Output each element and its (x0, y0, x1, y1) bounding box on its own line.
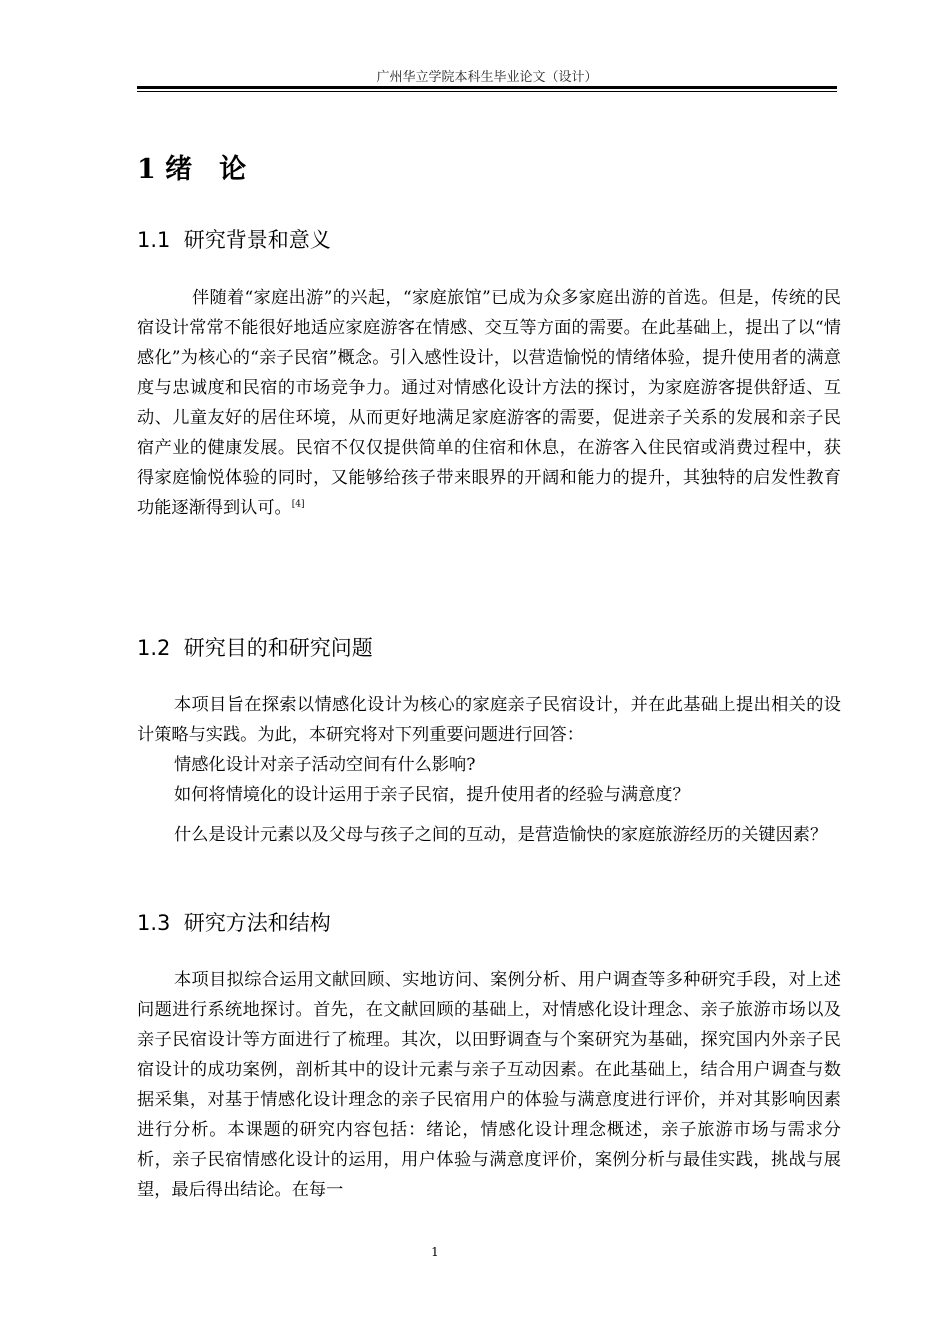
paragraph-purpose-intro: 本项目旨在探索以情感化设计为核心的家庭亲子民宿设计，并在此基础上提出相关的设计策略与实践。为此，本研究将对下列重要问题进行回答： (137, 695, 841, 745)
paragraph-methods: 本项目拟综合运用文献回顾、实地访问、案例分析、用户调查等多种研究手段，对上述问题进行系统地探讨。首先，在文献回顾的基础上，对情感化设计理念、亲子旅游市场以及亲子民宿设计等方面进行了梳理。其次，以田野调查与个案研究为基础，探究国内外亲子民宿设计的成功案例，剖析其中的设计元素与亲子互动因素。在此基础上，结合用户调查与数据采集，对基于情感化设计理念的亲子民宿用户的体验与满意度进行评价，并对其影响因素进行分析。本课题的研究内容包括：绪论，情感化设计理念概述，亲子旅游市场与需求分析，亲子民宿情感化设计的运用，用户体验与满意度评价，案例分析与最佳实践，挑战与展望，最后得出结论。在每一 (137, 970, 841, 1200)
research-question-1: 情感化设计对亲子活动空间有什么影响? (174, 755, 476, 775)
section-heading-1-2: 1.2 研究目的和研究问题 (137, 636, 373, 660)
page-number: 1 (431, 1245, 439, 1259)
research-question-3: 什么是设计元素以及父母与孩子之间的互动，是营造愉快的家庭旅游经历的关键因素？ (174, 825, 828, 845)
running-header: 广州华立学院本科生毕业论文（设计） (376, 70, 598, 85)
section-heading-1-1: 1.1 研究背景和意义 (137, 228, 331, 252)
chapter-title: 1 绪 论 (137, 154, 247, 185)
header-rule-thin (137, 91, 837, 92)
research-question-2: 如何将情境化的设计运用于亲子民宿，提升使用者的经验与满意度？ (174, 785, 690, 805)
paragraph-background-text: 伴随着“家庭出游”的兴起，“家庭旅馆”已成为众多家庭出游的首选。但是，传统的民宿设计常常不能很好地适应家庭游客在情感、交互等方面的需要。在此基础上，提出了以“情感化”为核心的“亲子民宿”概念。引入感性设计，以营造愉悦的情绪体验，提升使用者的满意度与忠诚度和民宿的市场竞争力。通过对情感化设计方法的探讨，为家庭游客提供舒适、互动、儿童友好的居住环境，从而更好地满足家庭游客的需要，促进亲子关系的发展和亲子民宿产业的健康发展。民宿不仅仅提供简单的住宿和休息，在游客入住民宿或消费过程中，获得家庭愉悦体验的同时，又能够给孩子带来眼界的开阔和能力的提升，其独特的启发性教育功能逐渐得到认可。 (137, 288, 841, 518)
header-rule-thick (137, 86, 837, 89)
section-heading-1-3: 1.3 研究方法和结构 (137, 911, 331, 935)
paragraph-background (137, 283, 841, 523)
citation-reference: [4] (291, 499, 305, 510)
